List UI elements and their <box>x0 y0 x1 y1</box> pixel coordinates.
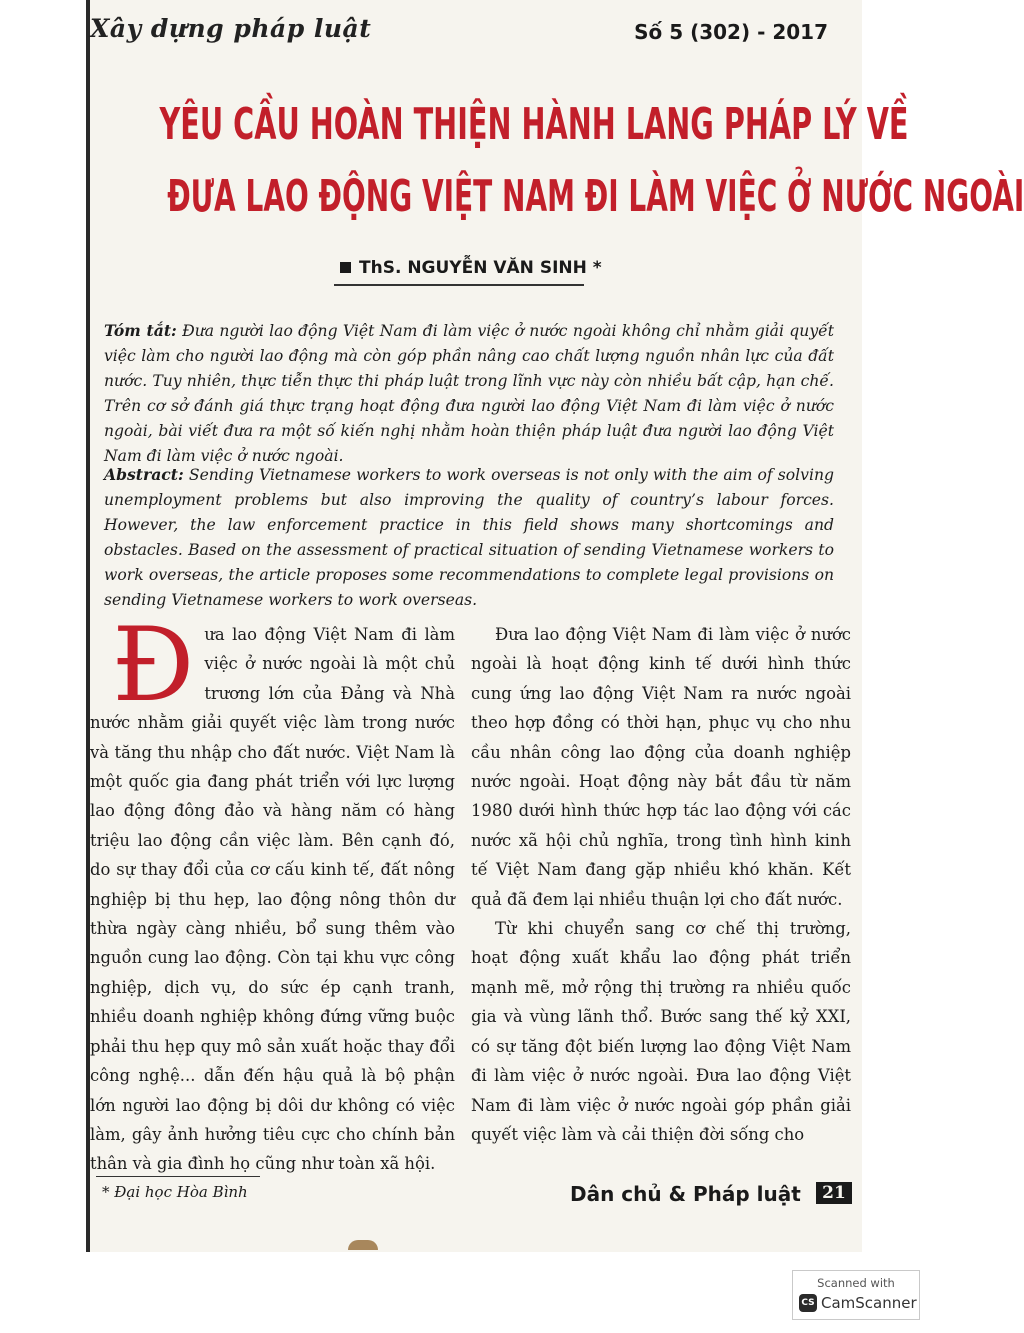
drop-cap: Đ <box>112 606 195 725</box>
abstract-en-text: Sending Vietnamese workers to work overseas is not only with the aim of solving unemployment problems but also improving the quality of country’s labour forces. However, the law enforcement practice in this field shows many shortcomings and obstacles. Based on the assessment of practical situation of sending Vietnamese workers to work overseas, the article proposes some recommendations to complete legal provisions on sending Vietnamese workers to work overseas. <box>104 466 834 609</box>
abstract-vi-label: Tóm tắt: <box>104 321 177 340</box>
article-title-line-2: ĐƯA LAO ĐỘNG VIỆT NAM ĐI LÀM VIỆC Ở NƯỚC NGOÀI <box>167 172 1024 222</box>
page-clip-mark <box>348 1240 378 1250</box>
article-title-line-1: YÊU CẦU HOÀN THIỆN HÀNH LANG PHÁP LÝ VỀ <box>159 100 909 150</box>
author-byline <box>340 258 602 278</box>
body-paragraph: ưa lao động Việt Nam đi làm việc ở nước ngoài là một chủ trương lớn của Đảng và Nhà nước nhằm giải quyết việc làm trong nước và tăng thu nhập cho đất nước. Việt Nam là một quốc gia đang phát triển với lực lượng lao động đông đảo và hàng năm có hàng triệu lao động cần việc làm. Bên cạnh đó, do sự thay đổi của cơ cấu kinh tế, đất nông nghiệp bị thu hẹp, lao động nông thôn dư thừa ngày càng nhiều, bổ sung thêm vào nguồn cung lao động. Còn tại khu vực công nghiệp, dịch vụ, do sức ép cạnh tranh, nhiều doanh nghiệp không đứng vững buộc phải thu hẹp quy mô sản xuất hoặc thay đổi công nghệ... dẫn đến hậu quả là bộ phận lớn người lao động bị dôi dư không có việc làm, gây ảnh hưởng tiêu cực cho chính bản thân và gia đình họ cũng như toàn xã hội. <box>90 625 455 1174</box>
abstract-vietnamese <box>104 318 834 469</box>
footnote: * Đại học Hòa Bình <box>102 1183 248 1201</box>
watermark-brand-name: CamScanner <box>821 1294 917 1312</box>
body-column-left <box>90 606 455 1179</box>
body-paragraph: Từ khi chuyển sang cơ chế thị trường, hoạt động xuất khẩu lao động phát triển mạnh mẽ, mở rộng thị trường ra nhiều quốc gia và vùng lãnh thổ. Bước sang thế kỷ XXI, có sự tăng đột biến lượng lao động Việt Nam đi làm việc ở nước ngoài. Đưa lao động Việt Nam đi làm việc ở nước ngoài góp phần giải quyết việc làm và cải thiện đời sống cho <box>471 919 851 1144</box>
magazine-brand: Dân chủ & Pháp luật <box>570 1182 801 1206</box>
magazine-page <box>90 0 1024 1252</box>
page-number: 21 <box>816 1182 852 1204</box>
abstract-english <box>104 462 834 613</box>
body-column-right <box>471 620 851 1149</box>
author-underline <box>334 284 584 286</box>
square-bullet-icon <box>340 262 351 273</box>
abstract-en-label: Abstract: <box>104 465 184 484</box>
issue-number: Số 5 (302) - 2017 <box>634 20 828 44</box>
author-name: ThS. NGUYỄN VĂN SINH * <box>359 258 602 278</box>
footnote-divider <box>96 1176 260 1177</box>
watermark-caption: Scanned with <box>817 1276 895 1290</box>
journal-section-title: Xây dựng pháp luật <box>90 14 372 43</box>
abstract-vi-text: Đưa người lao động Việt Nam đi làm việc ở nước ngoài không chỉ nhằm giải quyết việc làm cho người lao động mà còn góp phần nâng cao chất lượng nguồn nhân lực của đất nước. Tuy nhiên, thực tiễn thực thi pháp luật trong lĩnh vực này còn nhiều bất cập, hạn chế. Trên cơ sở đánh giá thực trạng hoạt động đưa người lao động Việt Nam đi làm việc ở nước ngoài, bài viết đưa ra một số kiến nghị nhằm hoàn thiện pháp luật đưa người lao động Việt Nam đi làm việc ở nước ngoài. <box>104 322 834 465</box>
body-paragraph: Đưa lao động Việt Nam đi làm việc ở nước ngoài là hoạt động kinh tế dưới hình thức cung ứng lao động Việt Nam ra nước ngoài theo hợp đồng có thời hạn, phục vụ cho nhu cầu nhân công lao động của doanh nghiệp nước ngoài. Hoạt động này bắt đầu từ năm 1980 dưới hình thức hợp tác lao động với các nước xã hội chủ nghĩa, trong tình hình kinh tế Việt Nam đang gặp nhiều khó khăn. Kết quả đã đem lại nhiều thuận lợi cho đất nước. <box>471 625 851 909</box>
camscanner-watermark <box>792 1270 920 1320</box>
camscanner-logo-icon: CS <box>799 1294 817 1312</box>
